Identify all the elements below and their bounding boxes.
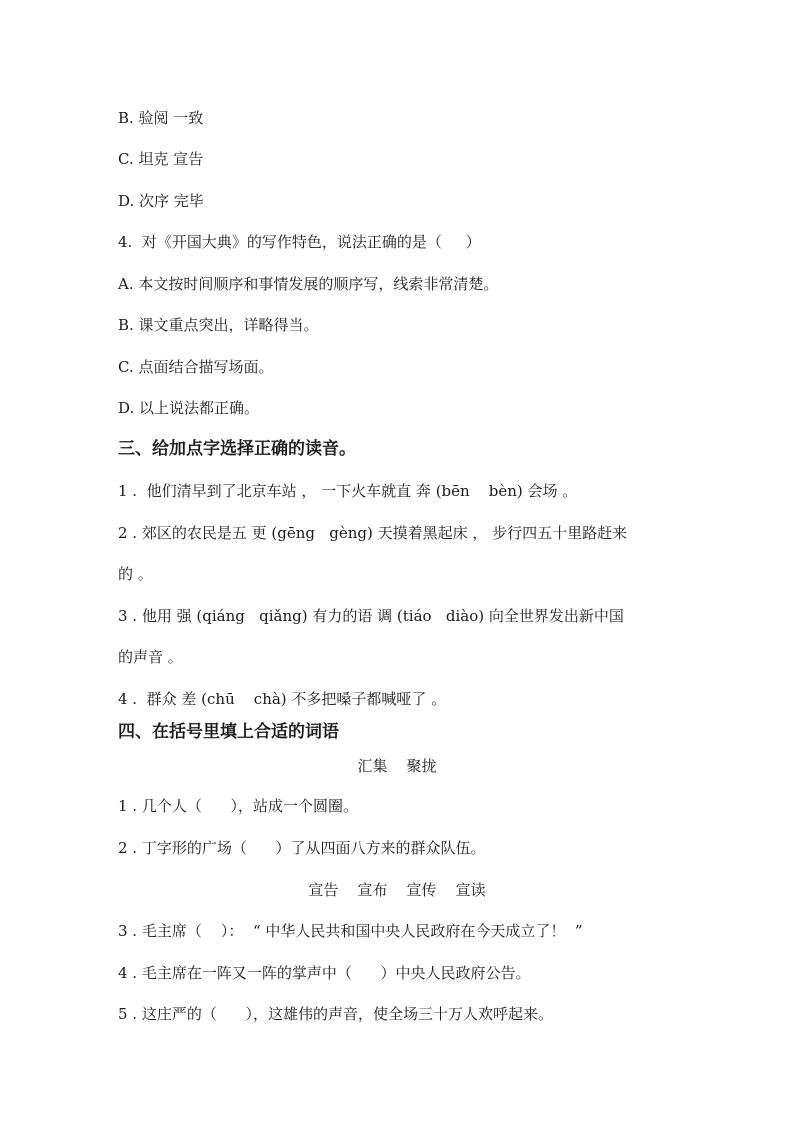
q4-question: 4. 对《开国大典》的写作特色，说法正确的是（ ）	[118, 233, 481, 251]
section3-item-2-cont: 的 。	[118, 565, 153, 583]
word-bank-2: 宣告 宣布 宣传 宣读	[308, 881, 486, 899]
section4-item-3: 3 . 毛主席（ ）： “ 中华人民共和国中央人民政府在今天成立了！ ”	[118, 922, 583, 940]
section4-item-4: 4 . 毛主席在一阵又一阵的掌声中（ ）中央人民政府公告。	[118, 964, 531, 982]
q4-option-b: B. 课文重点突出，详略得当。	[118, 316, 319, 334]
q3-option-c: C. 坦克 宣告	[118, 150, 204, 168]
section4-item-5: 5 . 这庄严的（ ），这雄伟的声音，使全场三十万人欢呼起来。	[118, 1005, 553, 1023]
word-bank-1: 汇集 聚拢	[357, 757, 437, 775]
section4-item-1: 1 . 几个人（ ），站成一个圆圈。	[118, 797, 358, 815]
section3-item-4: 4 . 群众 差 (chū chà) 不多把嗓子都喊哑了 。	[118, 690, 447, 708]
section3-item-3-cont: 的声音 。	[118, 648, 183, 666]
q3-option-d: D. 次序 完毕	[118, 192, 204, 210]
section3-title: 三、给加点字选择正确的读音。	[118, 439, 356, 459]
section3-item-3: 3 . 他用 强 (qiáng qiǎng) 有力的语 调 (tiáo diào) 向全世界发出新中国	[118, 607, 624, 625]
section3-item-2: 2 . 郊区的农民是五 更 (gēng gèng) 天摸着黑起床 ， 步行四五十里路赶来	[118, 524, 628, 542]
section3-item-1: 1 . 他们清早到了北京车站 ， 一下火车就直 奔 (bēn bèn) 会场 。	[118, 482, 578, 500]
q4-option-a: A. 本文按时间顺序和事情发展的顺序写，线索非常清楚。	[118, 275, 499, 293]
section4-item-2: 2 . 丁字形的广场（ ）了从四面八方来的群众队伍。	[118, 839, 486, 857]
section4-title: 四、在括号里填上合适的词语	[118, 722, 339, 742]
q3-option-b: B. 验阅 一致	[118, 109, 204, 127]
q4-option-c: C. 点面结合描写场面。	[118, 358, 274, 376]
q4-option-d: D. 以上说法都正确。	[118, 399, 260, 417]
